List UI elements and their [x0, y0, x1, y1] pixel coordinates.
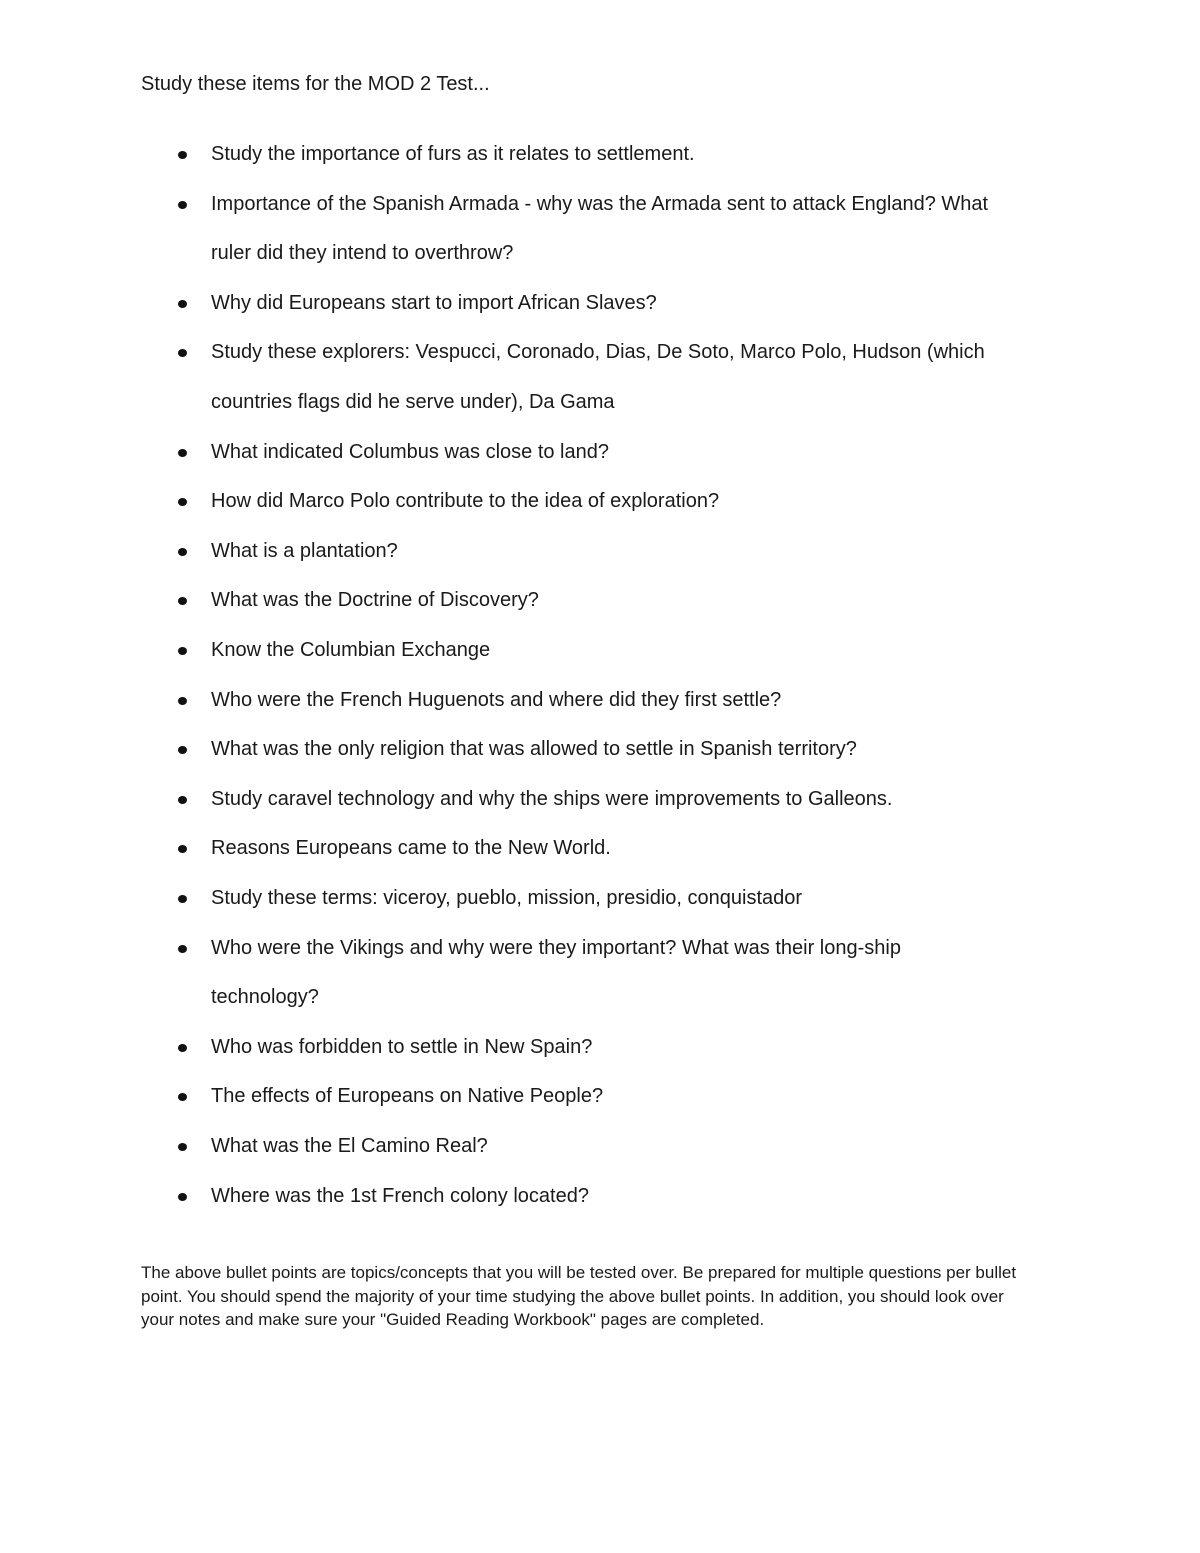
- bullet-dot-icon: [178, 349, 187, 357]
- bullet-text: What was the Doctrine of Discovery?: [211, 589, 539, 612]
- bullet-text: Study the importance of furs as it relates to settlement.: [211, 143, 695, 165]
- bullet-text: Know the Columbian Exchange: [211, 639, 491, 661]
- bullet-dot-icon: [178, 895, 187, 903]
- bullet-text: What was the only religion that was allowed to settle in Spanish territory?: [211, 738, 857, 761]
- footer-line: The above bullet points are topics/concepts that you will be tested over. Be prepared for multiple questions per bullet: [141, 1263, 1017, 1282]
- bullet-text: Who were the French Huguenots and where did they first settle?: [211, 688, 782, 711]
- bullet-text: Why did Europeans start to import African Slaves?: [211, 291, 657, 314]
- bullet-text: Where was the 1st French colony located?: [211, 1184, 589, 1207]
- bullet-text: ruler did they intend to overthrow?: [211, 242, 514, 265]
- bullet-dot-icon: [178, 697, 187, 705]
- bullet-dot-icon: [178, 945, 187, 953]
- bullet-dot-icon: [178, 746, 187, 754]
- bullet-text: How did Marco Polo contribute to the idea of exploration?: [211, 490, 720, 513]
- bullet-dot-icon: [178, 796, 187, 804]
- bullet-dot-icon: [178, 1193, 187, 1201]
- bullet-text: Study caravel technology and why the ships were improvements to Galleons.: [211, 787, 893, 810]
- bullet-dot-icon: [178, 300, 187, 308]
- bullet-dot-icon: [178, 845, 187, 853]
- bullet-text: Who was forbidden to settle in New Spain?: [211, 1035, 593, 1058]
- bullet-dot-icon: [178, 647, 187, 655]
- bullet-text: Reasons Europeans came to the New World.: [211, 837, 611, 860]
- document-heading: Study these items for the MOD 2 Test...: [141, 73, 490, 95]
- bullet-text: Who were the Vikings and why were they important? What was their long-ship: [211, 936, 901, 959]
- bullet-text: technology?: [211, 986, 319, 1009]
- bullet-dot-icon: [178, 449, 187, 457]
- bullet-dot-icon: [178, 1093, 187, 1101]
- bullet-dot-icon: [178, 548, 187, 556]
- footer-note: [141, 1261, 1071, 1332]
- bullet-text: Importance of the Spanish Armada - why was the Armada sent to attack England? What: [211, 192, 989, 215]
- bullet-text: Study these explorers: Vespucci, Coronado, Dias, De Soto, Marco Polo, Hudson (which: [211, 341, 985, 364]
- footer-line: point. You should spend the majority of your time studying the above bullet points. In addition, you should look over: [141, 1286, 1004, 1306]
- bullet-dot-icon: [178, 597, 187, 605]
- bullet-text: countries flags did he serve under), Da Gama: [211, 391, 615, 413]
- bullet-dot-icon: [178, 498, 187, 506]
- bullet-dot-icon: [178, 201, 187, 209]
- bullet-dot-icon: [178, 1044, 187, 1052]
- footer-line: your notes and make sure your "Guided Reading Workbook" pages are completed.: [141, 1310, 765, 1329]
- bullet-text: What indicated Columbus was close to land?: [211, 440, 609, 463]
- bullet-text: The effects of Europeans on Native People?: [211, 1085, 604, 1108]
- bullet-dot-icon: [178, 1143, 187, 1151]
- bullet-text: Study these terms: viceroy, pueblo, mission, presidio, conquistador: [211, 887, 803, 909]
- bullet-text: What was the El Camino Real?: [211, 1135, 488, 1157]
- bullet-dot-icon: [178, 151, 187, 159]
- bullet-text: What is a plantation?: [211, 539, 398, 562]
